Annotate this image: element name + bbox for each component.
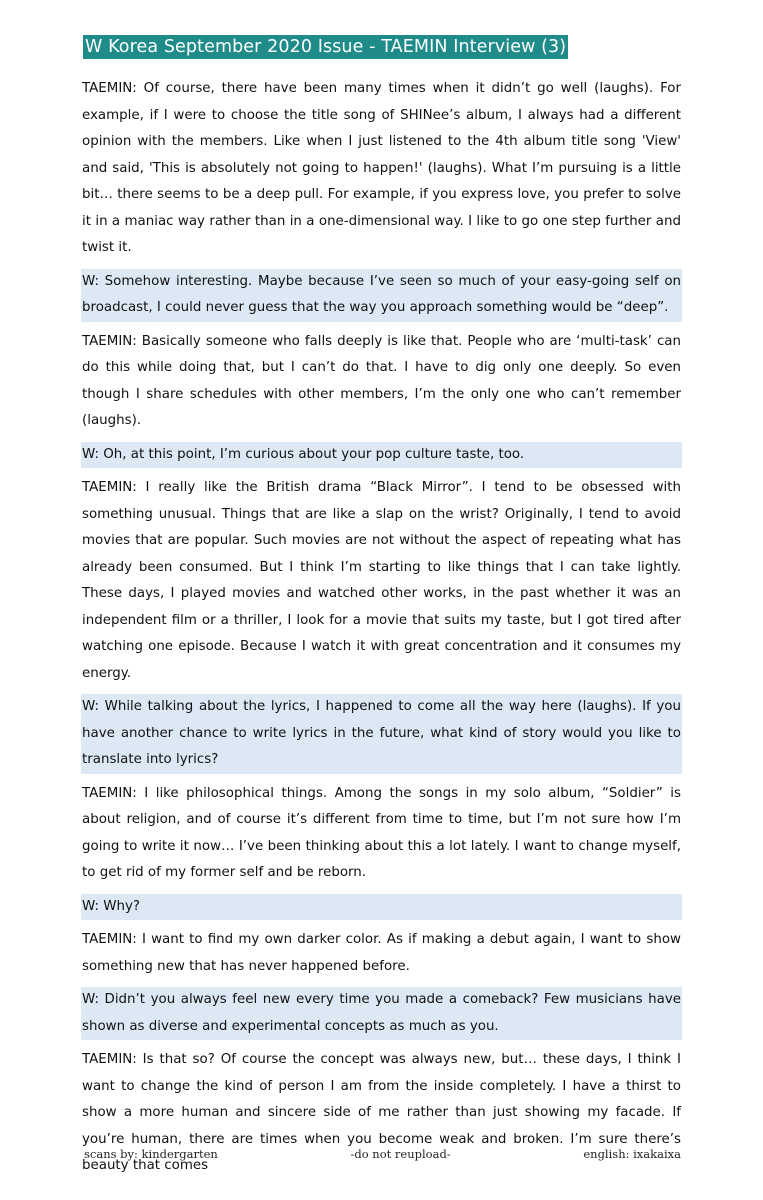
answer-paragraph: TAEMIN: I really like the British drama “Black Mirror”. I tend to be obsessed with something unusual. Things that are like a slap on the wrist? Originally, I tend to avoid movies that are popular. Such movies are not without the aspect of repeating what has already been consumed. But I think I’m starting to like things that I can take lightly. These days, I played movies and watched other works, in the past whether it was an independent film or a thriller, I look for a movie that suits my taste, but I got tired after watching one episode. Because I watch it with great concentration and it consumes my energy. <box>82 480 681 681</box>
question-paragraph: W: While talking about the lyrics, I happened to come all the way here (laughs). If you have another chance to write lyrics in the future, what kind of story would you like to translate into lyrics? <box>81 694 682 774</box>
question-paragraph: W: Why? <box>81 894 682 921</box>
answer-paragraph: TAEMIN: I like philosophical things. Among the songs in my solo album, “Soldier” is about religion, and of course it’s different from time to time, but I’m not sure how I’m going to write it now… I’ve been thinking about this a lot lately. I want to change myself, to get rid of my former self and be reborn. <box>82 785 681 880</box>
question-paragraph: W: Didn’t you always feel new every time you made a comeback? Few musicians have shown as diverse and experimental concepts as much as you. <box>81 987 682 1040</box>
title-container <box>83 35 568 59</box>
answer-paragraph: TAEMIN: Of course, there have been many times when it didn’t go well (laughs). For example, if I were to choose the title song of SHINee’s album, I always had a different opinion with the members. Like when I just listened to the 4th album title song 'View' and said, 'This is absolutely not going to happen!' (laughs). What I’m pursuing is a little bit… there seems to be a deep pull. For example, if you express love, you prefer to solve it in a maniac way rather than in a one-dimensional way. I like to go one step further and twist it. <box>82 81 681 255</box>
page-title: W Korea September 2020 Issue - TAEMIN Interview (3) <box>85 37 567 57</box>
answer-paragraph: TAEMIN: I want to find my own darker color. As if making a debut again, I want to show something new that has never happened before. <box>82 932 681 974</box>
question-paragraph: W: Somehow interesting. Maybe because I’ve seen so much of your easy-going self on broadcast, I could never guess that the way you approach something would be “deep”. <box>81 269 682 322</box>
question-paragraph: W: Oh, at this point, I’m curious about your pop culture taste, too. <box>81 442 682 469</box>
footer-scans-credit: scans by: kindergarten <box>84 1147 218 1161</box>
answer-paragraph: TAEMIN: Is that so? Of course the concept was always new, but… these days, I think I want to change the kind of person I am from the inside completely. I have a thirst to show a more human and sincere side of me rather than just showing my facade. If you’re human, there are times when you become weak and broken. I’m sure there’s beauty that comes <box>82 1052 681 1173</box>
interview-body <box>81 76 682 1187</box>
footer <box>84 1147 681 1161</box>
footer-notice: -do not reupload- <box>350 1147 451 1161</box>
footer-translation-credit: english: ixakaixa <box>583 1147 681 1161</box>
answer-paragraph: TAEMIN: Basically someone who falls deeply is like that. People who are ‘multi-task’ can do this while doing that, but I can’t do that. I have to dig only one deeply. So even though I share schedules with other members, I’m the only one who can’t remember (laughs). <box>82 333 681 428</box>
